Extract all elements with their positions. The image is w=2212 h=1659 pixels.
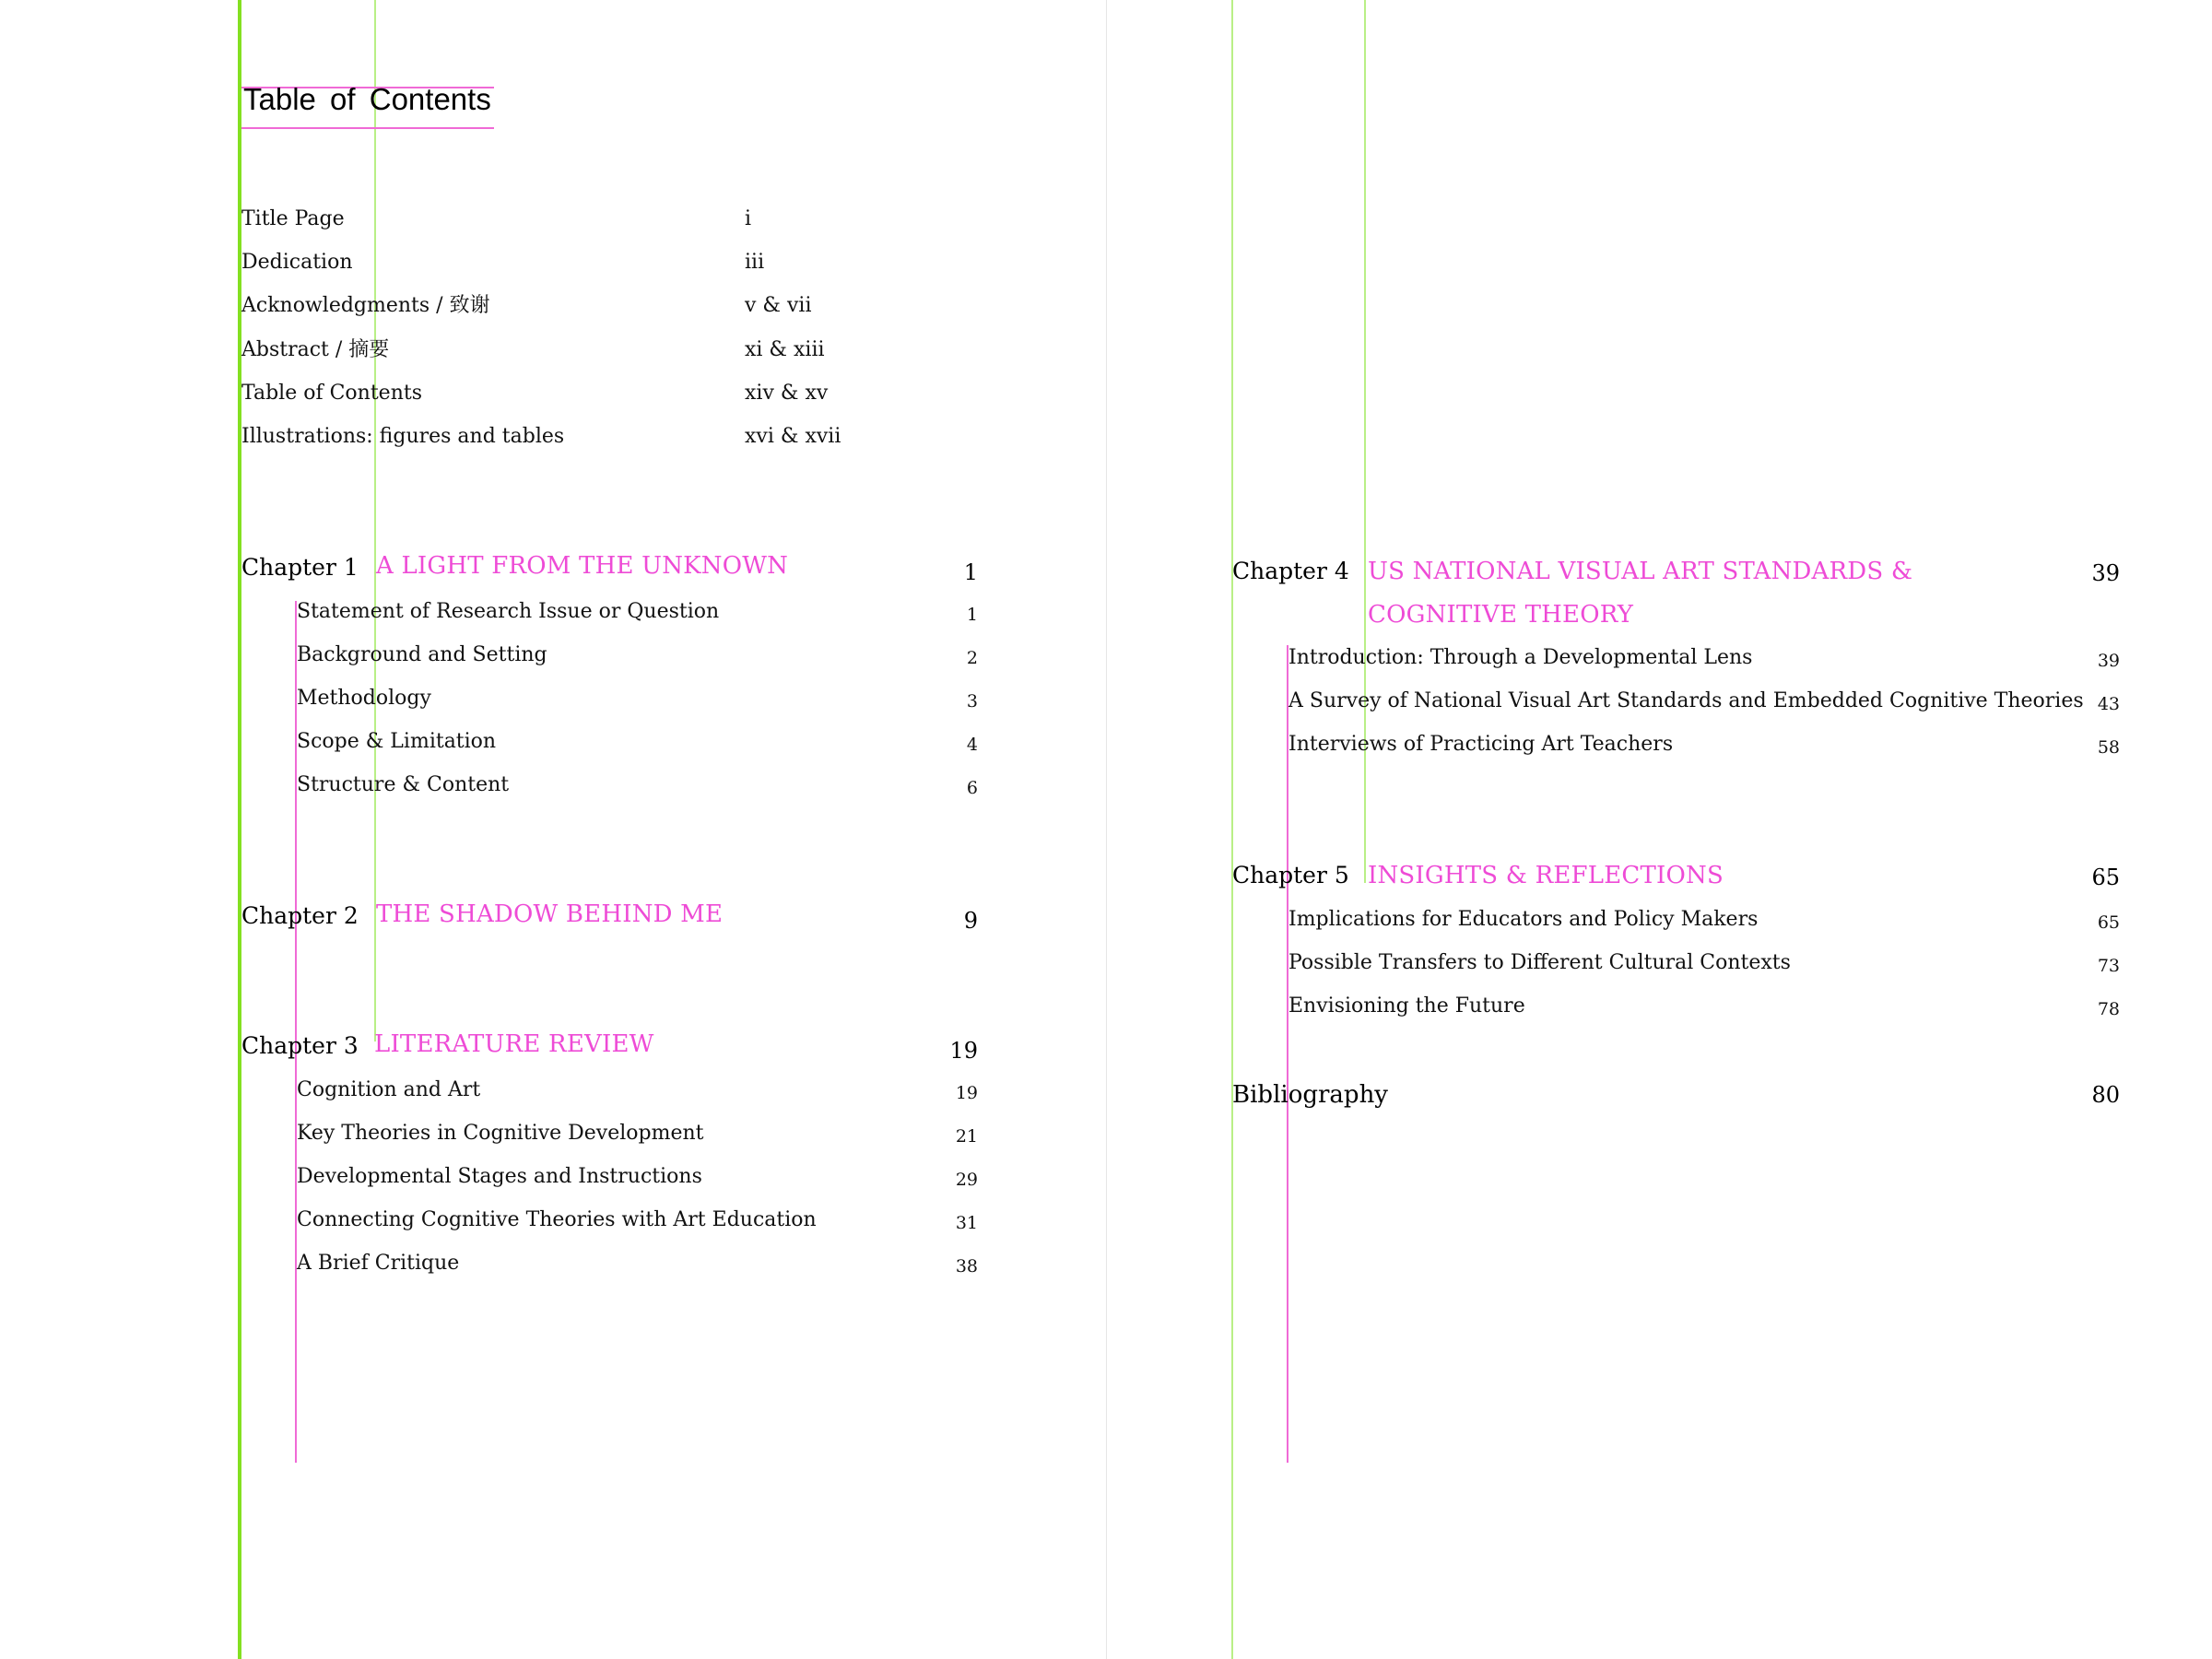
front-matter-page: xiv & xv (745, 382, 829, 405)
section-page: 4 (966, 735, 978, 755)
front-matter-label: Illustrations: figures and tables (241, 425, 565, 448)
section-label: Envisioning the Future (1288, 994, 1525, 1018)
section-label: A Brief Critique (297, 1252, 460, 1275)
section-page: 31 (955, 1213, 978, 1233)
section-page: 3 (966, 691, 978, 712)
front-matter-page: xi & xiii (745, 338, 825, 361)
section-page: 38 (955, 1256, 978, 1277)
chapter-3-title: LITERATURE REVIEW (374, 1030, 654, 1058)
section-page: 2 (966, 648, 978, 668)
front-matter-page: xvi & xvii (745, 425, 841, 448)
page-title: Table of Contents (243, 82, 491, 116)
section-label: Key Theories in Cognitive Development (297, 1122, 704, 1145)
section-label: Introduction: Through a Developmental Lens (1288, 646, 1753, 669)
chapter-2-page: 9 (963, 908, 978, 934)
section-label: Developmental Stages and Instructions (297, 1165, 702, 1188)
front-matter-page: i (745, 207, 752, 230)
section-page: 19 (955, 1083, 978, 1103)
chapter-5-title: INSIGHTS & REFLECTIONS (1368, 862, 1724, 889)
section-label: A Survey of National Visual Art Standards and Embedded Cognitive Theories (1288, 689, 2084, 712)
title-underline (241, 127, 494, 129)
section-label: Cognition and Art (297, 1078, 481, 1101)
chapter-1-title: A LIGHT FROM THE UNKNOWN (376, 552, 789, 580)
section-label: Interviews of Practicing Art Teachers (1288, 733, 1674, 756)
right-page (1106, 0, 2212, 1659)
section-page: 73 (2097, 956, 2120, 976)
front-matter-label: Dedication (241, 251, 353, 274)
section-label: Background and Setting (297, 643, 547, 666)
chapter-4-title-line2: COGNITIVE THEORY (1368, 601, 1634, 629)
section-label: Structure & Content (297, 773, 510, 796)
front-matter-label: Title Page (241, 207, 345, 230)
chapter-4-page: 39 (2091, 560, 2120, 586)
chapter-1-label: Chapter 1 (241, 554, 359, 581)
front-matter-page: iii (745, 251, 765, 274)
chapter-2-title: THE SHADOW BEHIND ME (376, 900, 724, 928)
chapter-1-page: 1 (963, 559, 978, 585)
chapter-2-label: Chapter 2 (241, 902, 359, 929)
section-page: 6 (966, 778, 978, 798)
bibliography-page: 80 (2091, 1082, 2120, 1108)
section-label: Connecting Cognitive Theories with Art Education (297, 1208, 817, 1231)
section-page: 58 (2097, 737, 2120, 758)
front-matter-label: Acknowledgments / 致谢 (241, 294, 490, 317)
section-page: 39 (2097, 651, 2120, 671)
section-page: 1 (966, 605, 978, 625)
section-page: 43 (2097, 694, 2120, 714)
front-matter-page: v & vii (745, 294, 812, 317)
section-page: 21 (955, 1126, 978, 1147)
section-label: Methodology (297, 687, 431, 710)
chapter-4-title-line1: US NATIONAL VISUAL ART STANDARDS & (1368, 558, 1913, 585)
right-indent-guide (1287, 645, 1288, 1463)
section-label: Statement of Research Issue or Question (297, 600, 720, 623)
front-matter-label: Table of Contents (241, 382, 423, 405)
bibliography-label: Bibliography (1232, 1081, 1388, 1109)
right-margin-guide (1231, 0, 1233, 1659)
chapter-5-label: Chapter 5 (1232, 862, 1349, 888)
section-page: 78 (2097, 999, 2120, 1019)
chapter-5-page: 65 (2091, 865, 2120, 890)
chapter-3-label: Chapter 3 (241, 1032, 359, 1059)
left-column-guide (374, 0, 376, 1041)
chapter-3-page: 19 (949, 1038, 978, 1064)
chapter-4-label: Chapter 4 (1232, 558, 1349, 584)
section-label: Scope & Limitation (297, 730, 497, 753)
section-page: 29 (955, 1170, 978, 1190)
section-label: Possible Transfers to Different Cultural Contexts (1288, 951, 1791, 974)
front-matter-label: Abstract / 摘要 (241, 338, 390, 361)
section-label: Implications for Educators and Policy Makers (1288, 908, 1759, 931)
section-page: 65 (2097, 912, 2120, 933)
